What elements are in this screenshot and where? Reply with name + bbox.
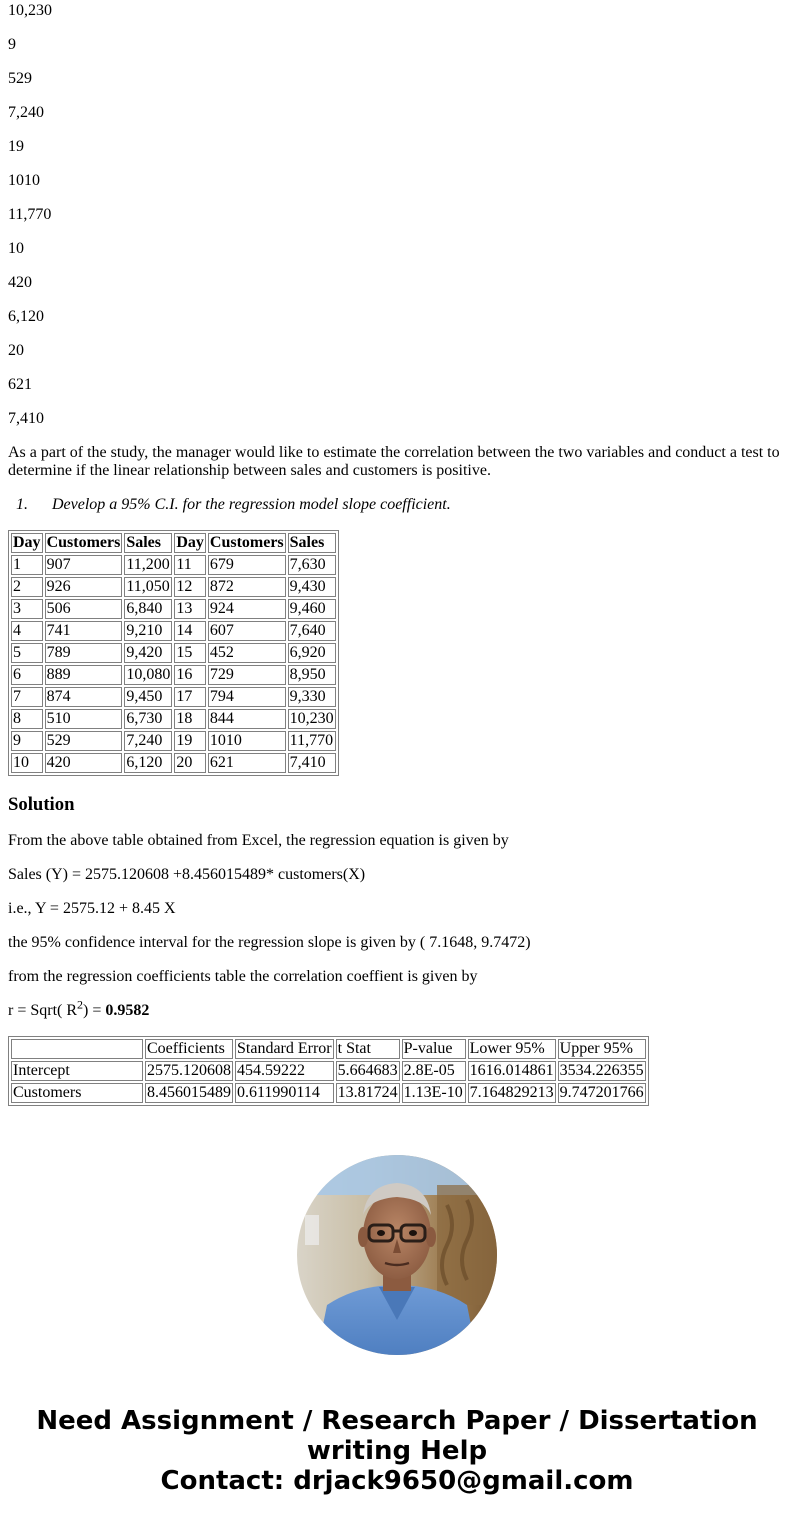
table-cell: 13 (174, 599, 206, 619)
table-row (11, 621, 336, 641)
author-portrait-image (297, 1155, 497, 1355)
solution-line: From the above table obtained from Excel, the regression equation is given by (8, 832, 509, 849)
column-header: Customers (209, 534, 284, 551)
table-cell: 6 (11, 665, 43, 685)
table-cell: 18 (174, 709, 206, 729)
table-cell: 872 (208, 577, 286, 597)
table-cell: 9,210 (124, 621, 172, 641)
table-cell: 9 (11, 731, 43, 751)
regression-cell: 5.664683 (337, 1062, 398, 1079)
table-cell: 7,630 (288, 555, 336, 575)
table-cell: 11,200 (124, 555, 172, 575)
table-row (11, 709, 336, 729)
table-cell: 607 (208, 621, 286, 641)
table-cell: 8 (11, 709, 43, 729)
regression-coefficients-table (8, 1036, 649, 1106)
value-line: 7,410 (8, 410, 44, 427)
value-line: 6,120 (8, 308, 44, 325)
regression-equation: Sales (Y) = 2575.120608 +8.456015489* customers(X) (8, 866, 366, 883)
regression-column-header: Coefficients (145, 1039, 233, 1059)
table-cell: 679 (208, 555, 286, 575)
regression-cell: 8.456015489 (147, 1084, 231, 1101)
table-row (11, 687, 336, 707)
r-prefix: r = Sqrt( R (8, 1002, 78, 1019)
value-line: 11,770 (8, 206, 52, 223)
column-header: Day (176, 534, 204, 551)
table-cell: 3 (11, 599, 43, 619)
regression-cell: 1.13E-10 (402, 1083, 466, 1103)
table-cell: 6,920 (288, 643, 336, 663)
table-cell: 729 (208, 665, 286, 685)
contact-banner (0, 1406, 794, 1496)
table-cell: 4 (11, 621, 43, 641)
table-cell: 10,230 (289, 710, 334, 727)
regression-cell: 2575.120608 (147, 1062, 231, 1079)
table-row (11, 555, 336, 575)
r-mid: ) = (83, 1002, 106, 1019)
regression-row (11, 1083, 646, 1103)
regression-column-header: P-value (402, 1039, 466, 1059)
table-cell: 9,460 (288, 599, 336, 619)
regression-row (11, 1061, 646, 1081)
value-line: 10,230 (8, 2, 52, 19)
top-values-list (8, 2, 786, 428)
table-body (11, 555, 336, 773)
regression-cell: 9.747201766 (559, 1084, 644, 1101)
table-cell: 452 (208, 643, 286, 663)
column-header: Sales (124, 533, 172, 553)
table-cell: 20 (174, 753, 206, 773)
value-line: 9 (8, 36, 16, 53)
regression-column-header: Upper 95% (558, 1039, 646, 1059)
question-list (8, 496, 786, 514)
table-cell: 5 (11, 643, 43, 663)
question-item (8, 496, 786, 514)
value-line: 621 (8, 376, 32, 393)
table-cell: 420 (45, 753, 123, 773)
table-cell: 7 (11, 687, 43, 707)
table-cell: 9,450 (124, 687, 172, 707)
solution-heading: Solution (8, 794, 75, 815)
table-row (11, 599, 336, 619)
table-cell: 6,840 (124, 599, 172, 619)
value-line: 1010 (8, 172, 40, 189)
table-cell: 506 (45, 599, 123, 619)
table-cell: 907 (45, 555, 123, 575)
table-cell: 17 (174, 687, 206, 707)
question-text: Develop a 95% C.I. for the regression model slope coefficient. (52, 496, 451, 513)
table-cell: 621 (208, 753, 286, 773)
table-cell: 11,050 (124, 577, 172, 597)
table-row (11, 731, 336, 751)
regression-cell: Customers (11, 1083, 143, 1103)
table-cell: 10 (11, 753, 43, 773)
table-cell: 19 (174, 731, 206, 751)
column-header: Sales (288, 533, 336, 553)
regression-cell: 0.611990114 (235, 1083, 334, 1103)
table-cell: 9,420 (124, 643, 172, 663)
regression-column-header (11, 1039, 143, 1059)
regression-cell: 454.59222 (235, 1061, 334, 1081)
r-superscript: 2 (77, 997, 84, 1012)
regression-cell: 1616.014861 (469, 1062, 554, 1079)
value-line: 20 (8, 342, 24, 359)
table-cell: 8,950 (288, 665, 336, 685)
column-header: Customers (46, 534, 121, 551)
table-cell: 2 (11, 577, 43, 597)
table-row (11, 665, 336, 685)
customers-sales-table (8, 530, 339, 776)
table-cell: 794 (208, 687, 286, 707)
regression-cell: 2.8E-05 (402, 1061, 466, 1081)
value-line: 420 (8, 274, 32, 291)
table-cell: 510 (45, 709, 123, 729)
intro-paragraph: As a part of the study, the manager would like to estimate the correlation between the two variables and conduct a test to determine if the linear relationship between sales and customers is positive. (8, 444, 780, 479)
table-cell: 14 (174, 621, 206, 641)
table-cell: 1010 (208, 731, 286, 751)
table-cell: 16 (174, 665, 206, 685)
table-body (11, 1039, 646, 1103)
r-value: 0.9582 (105, 1002, 150, 1019)
regression-cell: 7.164829213 (469, 1084, 554, 1101)
contact-email: Contact: drjack9650@gmail.com (160, 1466, 634, 1496)
table-cell: 11 (174, 555, 206, 575)
table-cell: 789 (45, 643, 123, 663)
value-line: 7,240 (8, 104, 44, 121)
value-line: 19 (8, 138, 24, 155)
table-cell: 741 (45, 621, 123, 641)
banner-line: Need Assignment / Research Paper / Dissertation (36, 1406, 758, 1436)
table-header-row (11, 533, 336, 553)
question-number: 1. (16, 496, 28, 513)
table-row (11, 643, 336, 663)
regression-cell: 3534.226355 (559, 1062, 644, 1079)
confidence-interval-line: the 95% confidence interval for the regression slope is given by ( 7.1648, 9.7472) (8, 934, 531, 951)
table-cell: 7,410 (288, 753, 336, 773)
table-cell: 11,770 (288, 731, 336, 751)
table-cell: 15 (174, 643, 206, 663)
table-cell: 844 (208, 709, 286, 729)
regression-column-header: t Stat (336, 1039, 400, 1059)
regression-column-header: Lower 95% (468, 1039, 556, 1059)
table-row (11, 577, 336, 597)
table-cell: 12 (174, 577, 206, 597)
regression-header-row (11, 1039, 646, 1059)
value-line: 529 (8, 70, 32, 87)
regression-cell: 13.81724 (337, 1084, 398, 1101)
document-body (0, 2, 794, 1106)
table-cell: 529 (45, 731, 123, 751)
author-avatar (297, 1155, 497, 1355)
table-cell: 9,430 (288, 577, 336, 597)
table-row (11, 753, 336, 773)
correlation-intro-line: from the regression coefficients table the correlation coeffient is given by (8, 968, 478, 985)
table-cell: 889 (45, 665, 123, 685)
value-line: 10 (8, 240, 24, 257)
regression-cell: Intercept (11, 1061, 143, 1081)
table-cell: 6,730 (124, 709, 172, 729)
table-cell: 926 (45, 577, 123, 597)
table-cell: 9,330 (288, 687, 336, 707)
regression-equation-short: i.e., Y = 2575.12 + 8.45 X (8, 900, 176, 917)
table-cell: 10,080 (126, 666, 171, 683)
table-cell: 1 (11, 555, 43, 575)
table-cell: 7,240 (124, 731, 172, 751)
table-cell: 7,640 (288, 621, 336, 641)
regression-column-header: Standard Error (237, 1040, 332, 1057)
correlation-value-line (8, 997, 786, 1020)
table-cell: 6,120 (124, 753, 172, 773)
table-cell: 874 (45, 687, 123, 707)
table-cell: 924 (208, 599, 286, 619)
banner-line: writing Help (306, 1436, 488, 1466)
column-header: Day (13, 534, 41, 551)
